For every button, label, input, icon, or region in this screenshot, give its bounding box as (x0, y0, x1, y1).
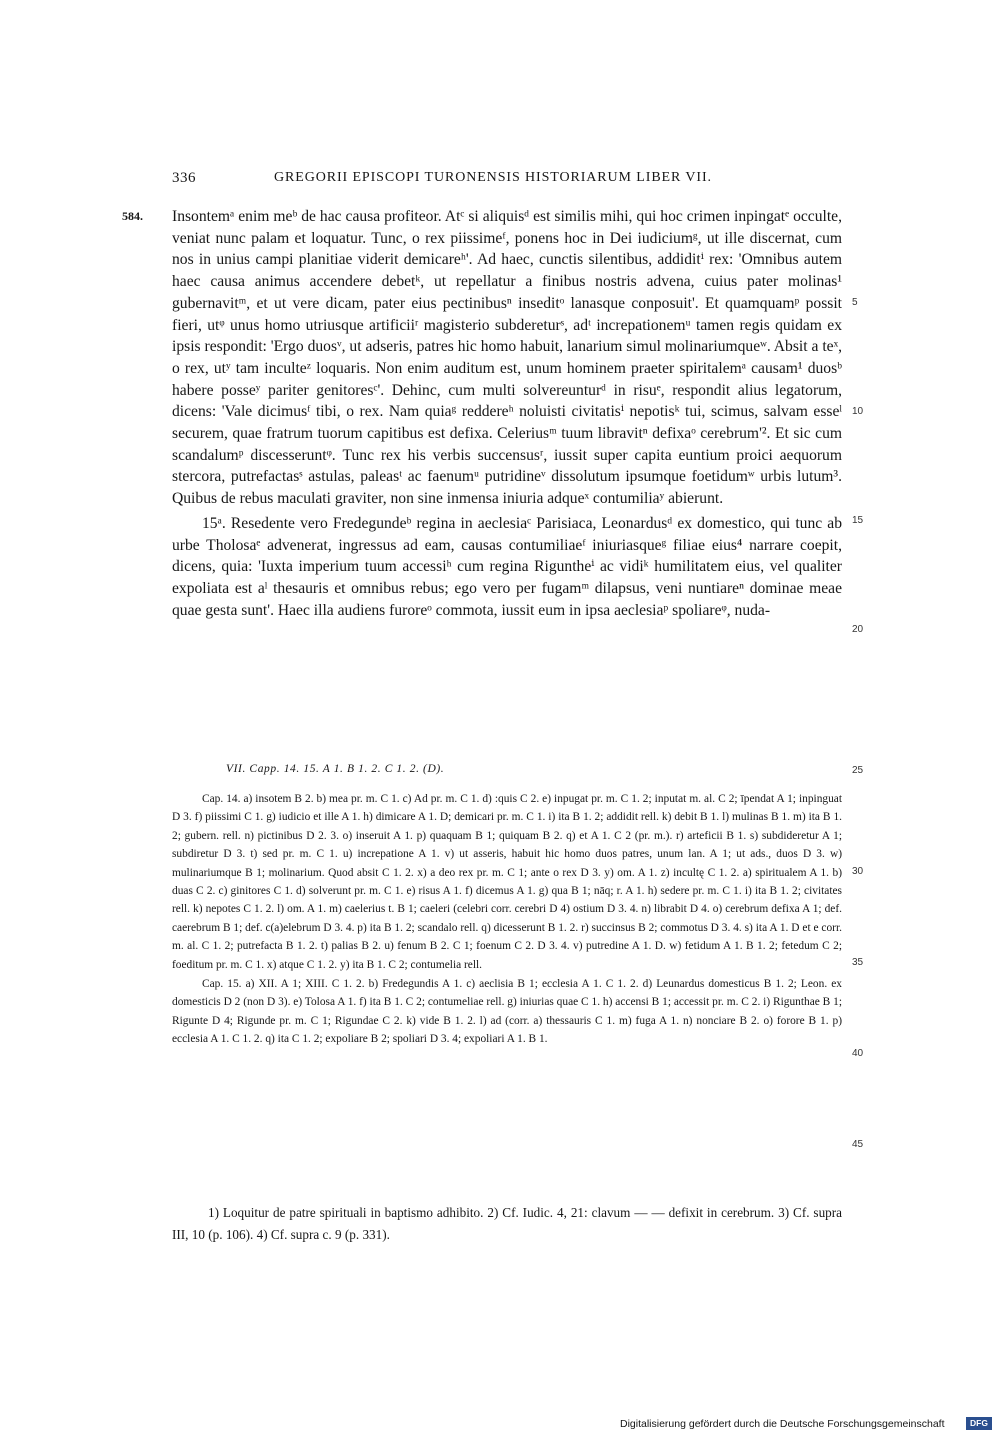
line-number: 20 (852, 624, 864, 635)
apparatus-chapter-15: Cap. 15. a) XII. A 1; XIII. C 1. 2. b) Fredegundis A 1. c) aeclisia B 1; ecclesia A 1. C 1. 2. d) Leunardus domesticus B 1. 2; Leon. ex domesticis D 2 (non D 3). e) Tolosa A 1. f) ita B 1. C 2; contumeliae rell. g) iniurias quae C 1. h) accensi B 1; accessit pr. m. C 2. i) Rigunthae B 1; Rigunte D 4; Rigunde pr. m. C 1; Rigundae C 2. k) vide B 1. 2. l) ad (corr. a) thessauris C 1. m) fuga A 1. n) nonciare B 2. o) forore B 1. p) ecclesia A 1. C 1. 2. q) ita C 1. 2; expoliare B 2; spoliari D 3. 4; expoliari A 1. B 1. (172, 978, 842, 1046)
line-number: 30 (852, 866, 864, 877)
footnote-text: 1) Loquitur de patre spirituali in baptismo adhibito. 2) Cf. Iudic. 4, 21: clavum — — defixit in cerebrum. 3) Cf. supra III, 10 (p. 106). 4) Cf. supra c. 9 (p. 331). (172, 1205, 842, 1242)
line-number: 15 (852, 515, 864, 526)
line-number: 35 (852, 957, 864, 968)
line-number: 5 (852, 297, 858, 308)
funding-note: Digitalisierung gefördert durch die Deutsche Forschungsgemeinschaft (620, 1418, 945, 1430)
line-number: 25 (852, 765, 864, 776)
critical-apparatus (172, 790, 842, 1050)
line-number: 10 (852, 406, 864, 417)
page-number: 336 (172, 170, 196, 186)
running-title: GREGORII EPISCOPI TURONENSIS HISTORIARUM LIBER VII. (274, 170, 712, 185)
main-text (122, 206, 842, 621)
dfg-logo: DFG (966, 1417, 992, 1430)
line-number: 40 (852, 1048, 864, 1059)
apparatus-heading: VII. Capp. 14. 15. A 1. B 1. 2. C 1. 2. (D). (226, 763, 445, 775)
line-numbers (852, 0, 882, 1434)
running-head (172, 170, 842, 192)
apparatus-chapter-14: Cap. 14. a) insotem B 2. b) mea pr. m. C 1. c) Ad pr. m. C 1. d) :quis C 2. e) inpugat pr. m. C 1. 2; inputat m. al. C 2; īpendat A 1; inpinguat D 3. f) piissimi C 1. g) iudicio et ille A 1. h) dimicare A 1. D; demicari pr. m. C 1. i) ita B 1. 2; addidit rell. k) debit B 1. l) mulinas B 1. m) ita B 1. 2; gubern. rell. n) pictinibus D 2. 3. o) inseruit A 1. p) quaquam B 1; quiquam B 2. q) et A 1. C 2 (pr. m.). r) arteficii B 1. s) subdideretur A 1; subdiretur D 3. t) sed pr. m. C 1. u) increpatione A 1. v) ut asseris, habuit hic homo duos patres, unum lan. A 1; ut ads., duos D 3. w) mulinariumque B 1; molinarium. Quod absit C 1. 2. x) a deo rex pr. m. C 1; ante o rex D 3. y) om. A 1. z) incultę C 1. 2. a) spiritualem A 1. b) duas C 2. c) ginitores C 1. d) solverunt pr. m. C 1. e) risus A 1. f) dicemus A 1. g) qua B 1; nāq; r. A 1. h) sedere pr. m. C 1. i) ita B 1. 2; civitates rell. k) nepotes C 1. 2. l) om. A 1. m) caelerius t. B 1; caeleri (celebri corr. cerebri D 4) ostium D 3. 4. n) librabit D 4. o) cerebrum defixa A 1; def. caerebrum B 1; def. c(a)elebrum D 3. 4. p) ita B 1. 2; scandalo rell. q) dicesserunt B 1. 2. r) succinsus B 2; commotus D 3. 4. s) ita A 1. D et e corr. m. al. C 1. 2; putrefacta B 1. 2. t) palias B 2. u) fenum B 2. C 1; foenum C 2. D 3. 4. v) putredine A 1. D. w) fetidum A 1. B 1. 2; fetedum C 2; foeditum pr. m. C 1. x) atque C 1. 2. y) ita B 1. C 2; contumelia rell. (172, 793, 842, 971)
footnotes (172, 1202, 842, 1246)
paragraph-chapter-14: Insontemᵃ enim meᵇ de hac causa profiteor. Atᶜ si aliquisᵈ est similis mihi, qui hoc crimen inpingatᵉ occulte, veniat nunc palam et loquatur. Tunc, o rex piissimeᶠ, ponens hoc in Dei iudiciumᵍ, ut ille discernat, cum nos in unius campi planitiae viderit demicareʰ'. Ad haec, cunctis silentibus, addiditⁱ rex: 'Omnibus autem haec causa animus accendere debetᵏ, ut repellatur a finibus nostris advena, cuius pater molinas¹ gubernavitᵐ, et ut vere dicam, pater eius pectinibusⁿ inseditᵒ lanasque conposuit'. Et quamquamᵖ possit fieri, utᵠ unus homo utriusque artificiiʳ magisterio subdereturˢ, adᵗ increpationemᵘ tamen regis quidam ex ipsis respondit: 'Ergo duosᵛ, ut adseris, patres hic homo habuit, lanarium simul molinariumqueʷ. Absit a teˣ, o rex, utʸ tam inculteᶻ loquaris. Non enim auditum est, unum hominem praeter spiritalemᵃ causam¹ duosᵇ habere posseʸ pariter genitoresᶜ'. Dehinc, cum multi solvereunturᵈ in risuᵉ, respondit alius legatorum, dicens: 'Vale dicimusᶠ tibi, o rex. Nam quiaᵍ reddereʰ noluisti civitatisⁱ nepotisᵏ tui, scimus, salvam esseˡ securem, quae fratrum tuorum capitibus est defixa. Celeriusᵐ tuum libravitⁿ defixaᵒ cerebrum'². Et sic cum scandalumᵖ discesseruntᵠ. Tunc rex his verbis succensusʳ, iussit super capita euntium proici aequorum stercora, putrefactasˢ astulas, paleasᵗ ac faenumᵘ putridineᵛ dissolutum ipsumque foetidumʷ urbis lutum³. Quibus de rebus maculati graviter, non sine inmensa iniuria adqueˣ contumiliaʸ abierunt. (172, 208, 842, 508)
line-number: 45 (852, 1139, 864, 1150)
page-reference: 584. (122, 209, 143, 223)
paragraph-chapter-15: 15ᵃ. Resedente vero Fredegundeᵇ regina in aeclesiaᶜ Parisiaca, Leonardusᵈ ex domestico, qui tunc ab urbe Tholosaᵉ advenerat, ingressus ad eam, causas contumiliaeᶠ iniuriasqueᵍ filiae eius⁴ narrare coepit, dicens, quia: 'Iuxta imperium tuum accessiʰ cum regina Riguntheⁱ ac vidiᵏ humilitatem eius, vel qualiter expoliata est aˡ thesauris et omnibus rebus; ego vero per fugamᵐ dilapsus, veni nuntiareⁿ dominae meae quae gesta sunt'. Haec illa audiens furoreᵒ commota, iussit eum in ipsa aeclesiaᵖ spoliareᵠ, nuda- (172, 514, 842, 619)
